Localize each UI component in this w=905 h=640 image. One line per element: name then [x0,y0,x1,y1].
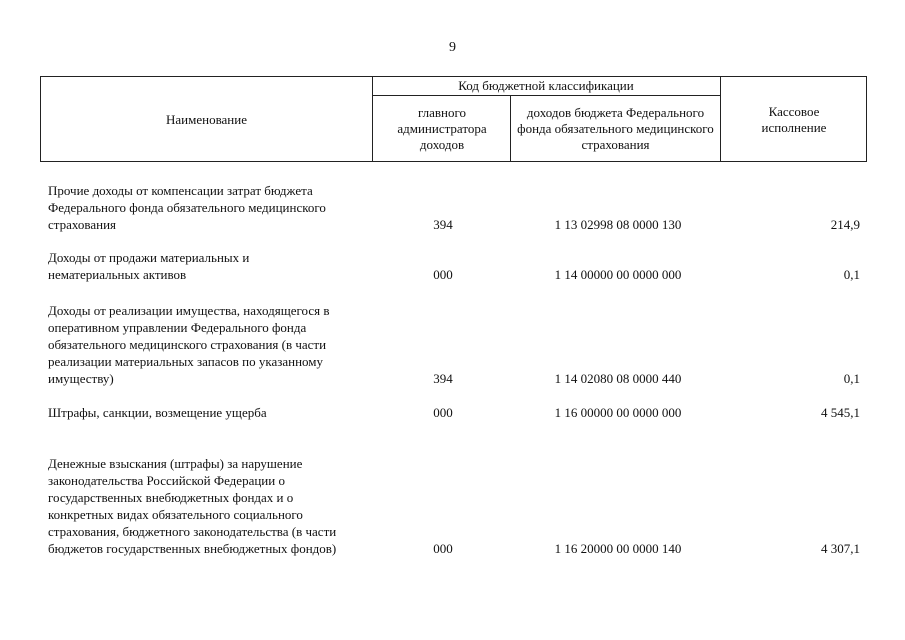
row-value: 4 545,1 [821,405,860,420]
row-admin-code: 394 [433,371,453,386]
row-admin-code: 000 [433,267,453,282]
header-name: Наименование [166,112,247,127]
header-revenue-col: доходов бюджета Федерального фонда обязательного медицинского страхования [517,105,714,152]
row-name: Доходы от продажи материальных и нематериальных активов [48,250,250,282]
row-revenue-code: 1 13 02998 08 0000 130 [554,217,682,232]
table-header [40,76,867,162]
row-revenue-code: 1 16 20000 00 0000 140 [554,541,682,556]
table-row [48,300,863,387]
row-value: 214,9 [830,217,860,232]
row-admin-code: 394 [433,217,453,232]
table-row [48,436,863,557]
row-value: 0,1 [843,267,860,282]
row-revenue-code: 1 14 02080 08 0000 440 [554,371,682,386]
row-admin-code: 000 [433,405,453,420]
row-value: 0,1 [843,371,860,386]
row-revenue-code: 1 14 00000 00 0000 000 [554,267,682,282]
header-cash-col: Кассовое исполнение [761,104,827,135]
row-name: Доходы от реализации имущества, находящегося в оперативном управлении Федерального фонда обязательного медицинского страхования (в части реализации материальных запасов по указанному имуществу) [48,303,330,386]
row-name: Прочие доходы от компенсации затрат бюджета Федерального фонда обязательного медицинского страхования [48,183,326,232]
row-admin-code: 000 [433,541,453,556]
row-revenue-code: 1 16 00000 00 0000 000 [554,405,682,420]
table-row [48,403,863,421]
row-name: Денежные взыскания (штрафы) за нарушение законодательства Российской Федерации о государственных внебюджетных фондах и о конкретных видах обязательного социального страхования, бюджетного законодательства (в части бюджетов государственных внебюджетных фондов) [48,456,337,556]
table-row [48,181,863,233]
row-name: Штрафы, санкции, возмещение ущерба [48,405,267,420]
header-budget-code-group: Код бюджетной классификации [458,78,634,93]
page-number: 9 [449,40,456,55]
header-admin-col: главного администратора доходов [397,105,487,152]
row-value: 4 307,1 [821,541,860,556]
table-row [48,248,863,283]
